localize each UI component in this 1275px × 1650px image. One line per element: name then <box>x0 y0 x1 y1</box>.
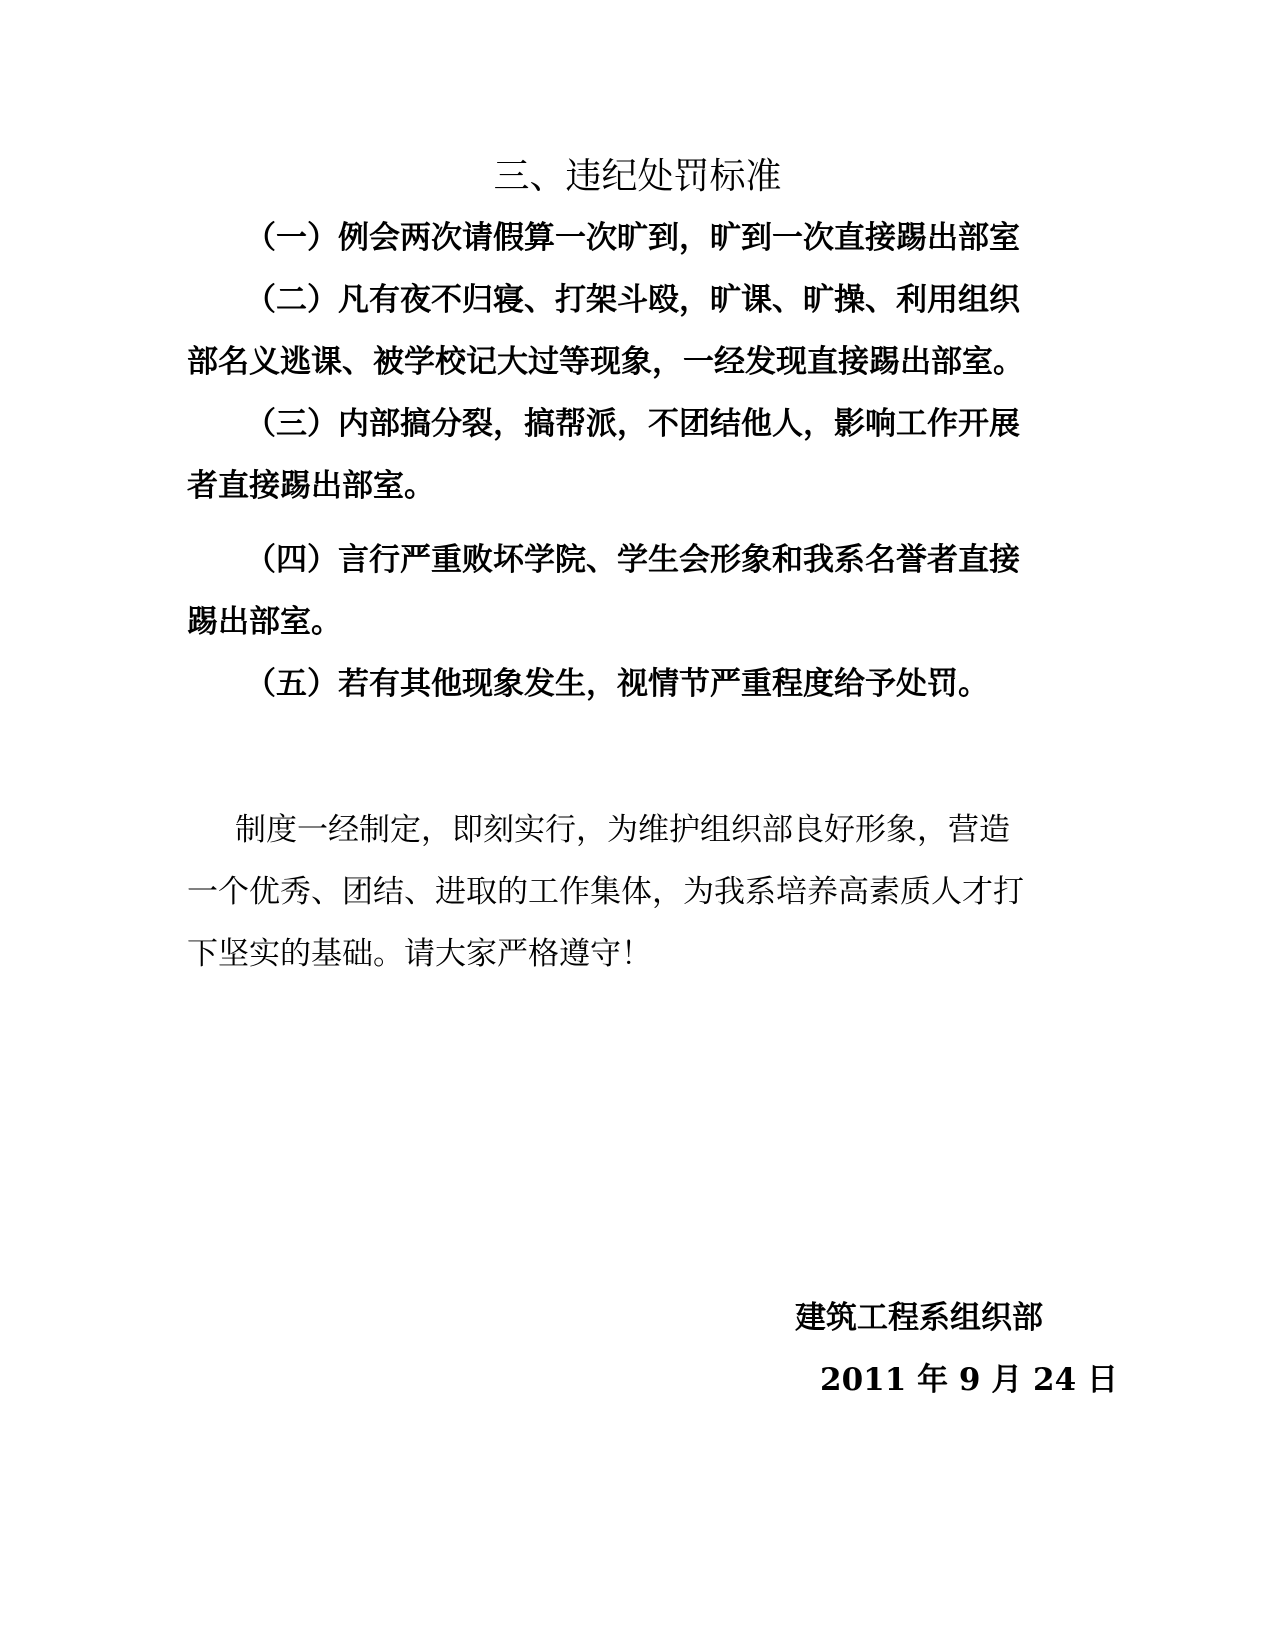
rule-5-line-1: （五）若有其他现象发生，视情节严重程度给予处罚。 <box>245 666 989 702</box>
signature-date: 2011 年 9 月 24 日 <box>820 1362 1118 1398</box>
closing-line-3: 下坚实的基础。请大家严格遵守！ <box>187 936 652 972</box>
section-title: 三、违纪处罚标准 <box>493 156 782 197</box>
signature-organization: 建筑工程系组织部 <box>795 1300 1043 1336</box>
rule-3-line-2: 者直接踢出部室。 <box>187 468 435 504</box>
rule-1-line-1: （一）例会两次请假算一次旷到，旷到一次直接踢出部室 <box>245 220 1020 256</box>
closing-line-1: 制度一经制定，即刻实行，为维护组织部良好形象，营造 <box>235 812 1010 848</box>
closing-line-2: 一个优秀、团结、进取的工作集体，为我系培养高素质人才打 <box>187 874 1024 910</box>
rule-3-line-1: （三）内部搞分裂，搞帮派，不团结他人，影响工作开展 <box>245 406 1020 442</box>
rule-2-line-2: 部名义逃课、被学校记大过等现象，一经发现直接踢出部室。 <box>187 344 1024 380</box>
rule-4-line-1: （四）言行严重败坏学院、学生会形象和我系名誉者直接 <box>245 542 1020 578</box>
rule-2-line-1: （二）凡有夜不归寝、打架斗殴，旷课、旷操、利用组织 <box>245 282 1020 318</box>
rule-4-line-2: 踢出部室。 <box>187 604 342 640</box>
